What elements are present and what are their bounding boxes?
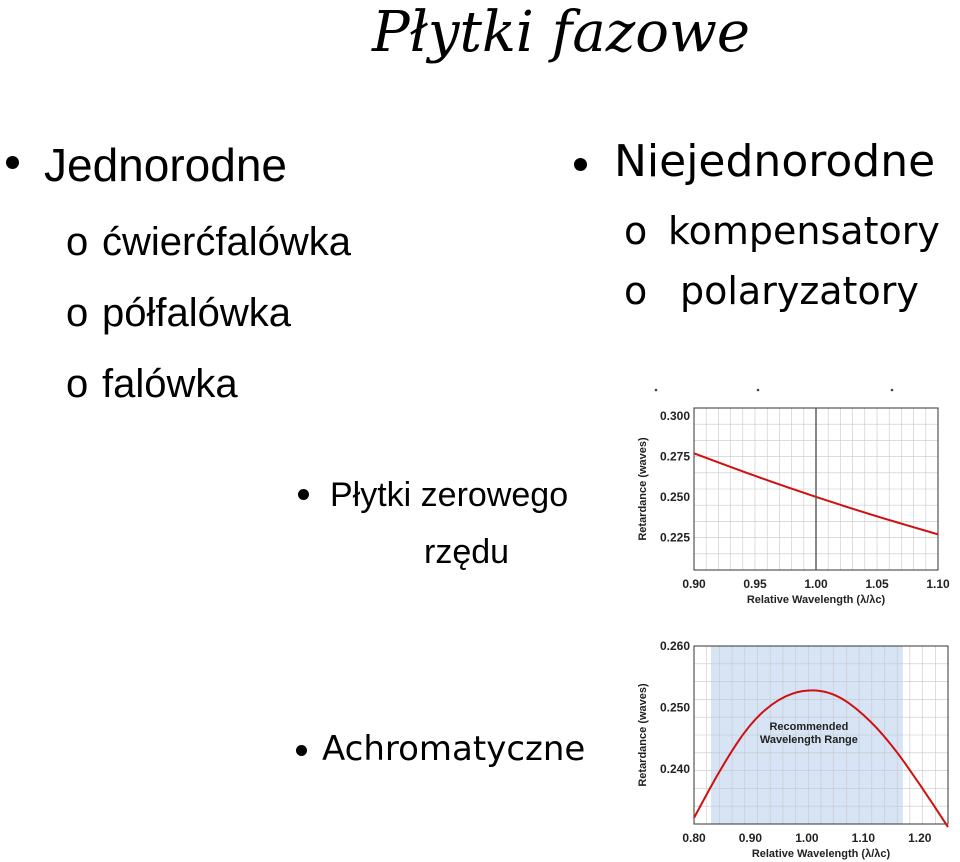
left-item-label: półfalówka — [102, 291, 292, 335]
left-item-label: falówka — [102, 362, 238, 406]
achromatic-label: Achromatyczne — [322, 729, 586, 769]
x-tick-label: 1.10 — [851, 831, 876, 845]
zero-order-line1: Płytki zerowego — [330, 476, 569, 514]
left-heading: Jednorodne — [44, 139, 287, 191]
bullet-dot — [296, 745, 307, 756]
y-tick-label: 0.300 — [659, 409, 690, 424]
x-tick-label: 0.80 — [682, 831, 706, 845]
right-item-label: kompensatory — [668, 209, 940, 253]
speck — [655, 389, 658, 392]
right-item-marker: o — [624, 209, 648, 253]
left-item-marker: o — [66, 362, 89, 406]
left-item-marker: o — [66, 220, 89, 264]
x-tick-label: 1.00 — [795, 831, 819, 845]
x-tick-label: 0.90 — [682, 577, 706, 591]
left-item-marker: o — [66, 291, 89, 335]
x-tick-label: 1.20 — [908, 831, 932, 845]
right-heading: Niejednorodne — [614, 136, 936, 187]
zero-order-line2: rzędu — [424, 533, 510, 571]
y-tick-label: 0.250 — [659, 700, 690, 715]
annotation-text: Wavelength Range — [759, 734, 858, 746]
speck — [757, 389, 760, 392]
right-item-label: polaryzatory — [680, 269, 919, 313]
annotation-text: Recommended — [769, 721, 849, 733]
bullet-dot — [574, 158, 587, 171]
right-item-marker: o — [624, 269, 648, 313]
y-tick-label: 0.275 — [659, 449, 690, 464]
page-title: Płytki fazowe — [372, 0, 751, 65]
x-tick-label: 0.95 — [743, 577, 767, 591]
retardance-chart-achromatic — [630, 632, 960, 862]
x-tick-label: 1.10 — [926, 577, 950, 591]
bullet-dot — [298, 489, 309, 500]
retardance-chart-zero-order — [630, 380, 960, 616]
x-tick-label: 1.05 — [865, 577, 889, 591]
y-axis-label: Retardance (waves) — [637, 683, 649, 787]
x-axis-label: Relative Wavelength (λ/λc) — [751, 848, 891, 860]
y-axis-label: Retardance (waves) — [637, 437, 649, 541]
left-item-label: ćwierćfalówka — [102, 220, 351, 264]
x-axis-label: Relative Wavelength (λ/λc) — [746, 594, 886, 606]
y-tick-label: 0.260 — [659, 639, 690, 653]
speck — [891, 389, 894, 392]
bullet-dot — [6, 156, 19, 169]
y-tick-label: 0.225 — [659, 530, 690, 545]
x-tick-label: 1.00 — [804, 577, 828, 591]
x-tick-label: 0.90 — [738, 831, 763, 845]
y-tick-label: 0.250 — [659, 490, 690, 505]
y-tick-label: 0.240 — [659, 761, 690, 776]
